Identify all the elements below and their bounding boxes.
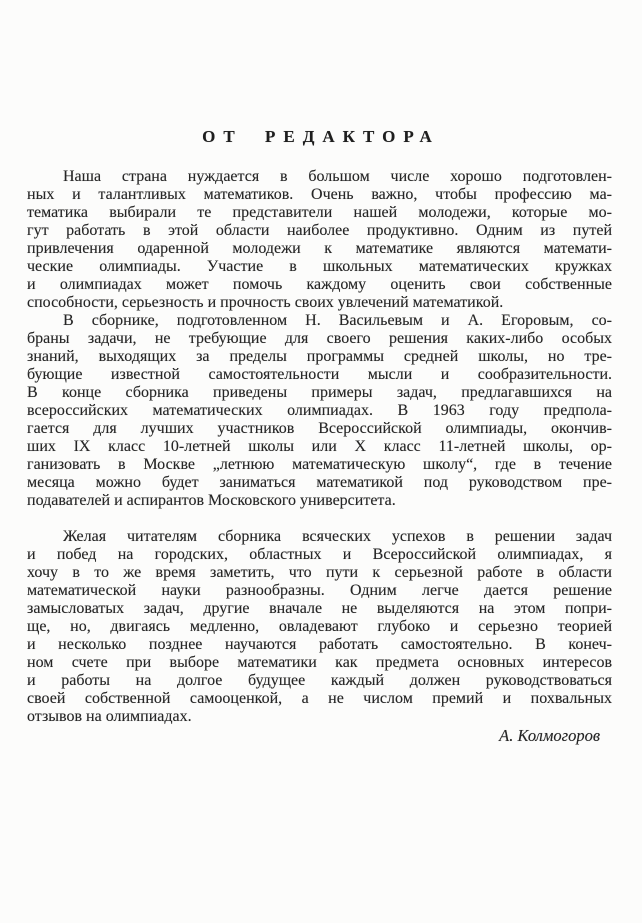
text-line: В сборнике, подготовленном Н. Васильевым и А. Егоровым, со- — [63, 312, 612, 329]
text-line: способности, серьезность и прочность своих увлечений математикой. — [27, 294, 504, 311]
text-line: и работы на долгое будущее каждый должен руководствоваться — [27, 672, 612, 689]
text-line: гут работать в этой области наиболее продуктивно. Одним из путей — [27, 222, 612, 239]
text-line: своей собственной самооценкой, а не числом премий и похвальных — [27, 690, 612, 707]
text-line: замысловатых задач, другие вначале не выделяются на этом попри- — [27, 600, 612, 617]
text-line: и олимпиадах может помочь каждому оценить свои собственные — [27, 276, 612, 293]
text-line: подавателей и аспирантов Московского университета. — [27, 492, 396, 509]
text-line: месяца можно будет заниматься математикой под руководством пре- — [27, 474, 612, 491]
text-line: ганизовать в Москве „летнюю математическую школу“, где в течение — [27, 456, 612, 473]
text-line: Желая читателям сборника всяческих успехов в решении задач — [63, 528, 612, 545]
text-line: и побед на городских, областных и Всероссийской олимпиадах, я — [27, 546, 612, 563]
paragraph — [27, 168, 612, 312]
text-line: тематика выбирали те представители нашей молодежи, которые мо- — [27, 204, 612, 221]
paragraph — [27, 528, 612, 726]
author-signature: А. Колмогоров — [499, 726, 600, 745]
paragraph — [27, 312, 612, 510]
text-line: Наша страна нуждается в большом числе хорошо подготовлен- — [63, 168, 612, 185]
text-line: отзывов на олимпиадах. — [27, 708, 192, 725]
text-line: ном счете при выборе математики как предмета основных интересов — [27, 654, 612, 671]
text-line: В конце сборника приведены примеры задач, предлагавшихся на — [27, 384, 612, 401]
text-line: ных и талантливых математиков. Очень важно, чтобы профессию ма- — [27, 186, 612, 203]
text-line: ще, но, двигаясь медленно, овладевают глубоко и серьезно теорией — [27, 618, 612, 635]
text-line: знаний, выходящих за пределы программы средней школы, но тре- — [27, 348, 612, 365]
text-line: браны задачи, не требующие для своего решения каких-либо особых — [27, 330, 612, 347]
foreword-body — [27, 168, 612, 726]
text-line: привлечения одаренной молодежи к математике являются математи- — [27, 240, 612, 257]
text-line: математической науки разнообразны. Одним легче дается решение — [27, 582, 612, 599]
text-line: и несколько позднее научаются работать самостоятельно. В конеч- — [27, 636, 612, 653]
text-line: ших IX класс 10-летней школы или X класс 11-летней школы, ор- — [27, 438, 612, 455]
text-line: гается для лучших участников Всероссийской олимпиады, окончив- — [27, 420, 612, 437]
page-title: ОТ РЕДАКТОРА — [202, 127, 440, 146]
text-line: ческие олимпиады. Участие в школьных математических кружках — [27, 258, 612, 275]
text-line: бующие известной самостоятельности мысли и сообразительности. — [27, 366, 612, 383]
text-line: всероссийских математических олимпиадах. В 1963 году предпола- — [27, 402, 612, 419]
text-line: хочу в то же время заметить, что пути к серьезной работе в области — [27, 564, 612, 581]
